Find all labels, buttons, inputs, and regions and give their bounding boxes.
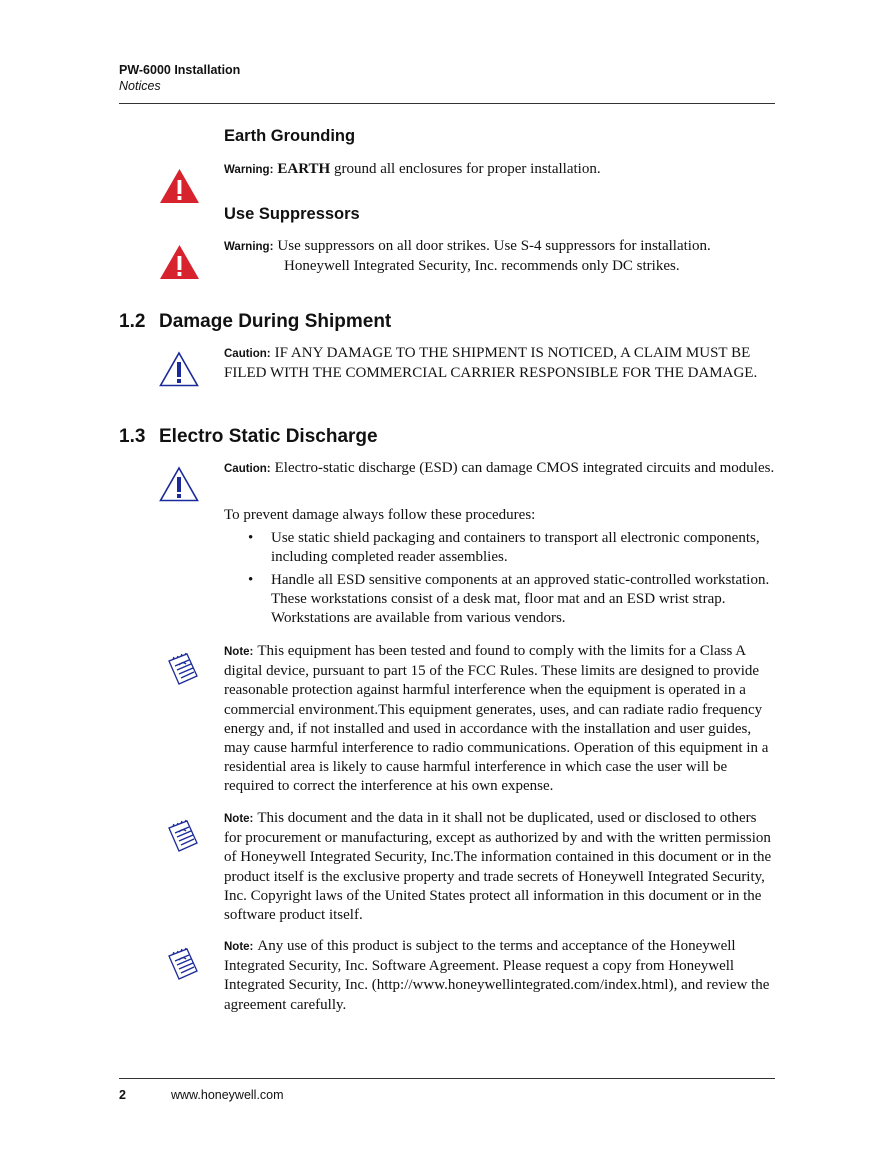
esd-caution bbox=[224, 459, 776, 479]
esd-caution-text: Electro-static discharge (ESD) can damage CMOS integrated circuits and modules. bbox=[274, 460, 775, 476]
earth-grounding-text: ground all enclosures for proper installation. bbox=[333, 161, 601, 177]
footer-url: www.honeywell.com bbox=[171, 1088, 284, 1102]
suppressors-line-1: Use suppressors on all door strikes. Use S-4 suppressors for installation. bbox=[277, 238, 711, 254]
section-number: 1.3 bbox=[119, 426, 146, 447]
list-item-text: Use static shield packaging and containers to transport all electronic components, including completed reader assemblies. bbox=[271, 530, 760, 566]
note-pad-icon bbox=[165, 818, 199, 854]
section-title: Electro Static Discharge bbox=[159, 426, 378, 447]
warning-triangle-icon bbox=[159, 168, 200, 204]
esd-intro: To prevent damage always follow these procedures: bbox=[224, 507, 536, 523]
use-suppressors-heading: Use Suppressors bbox=[224, 205, 360, 223]
running-header-title: PW-6000 Installation bbox=[119, 63, 241, 77]
list-item bbox=[248, 529, 776, 567]
note-text: This document and the data in it shall not be duplicated, used or disclosed to others for procurement or manufacturing, except as authorized by and with the written permission of Honeywell Integrated Security, Inc.The information contained in this document or in the product itself is the exclusive property and trade secrets of Honeywell Integrated Security, Inc. Copyright laws of the United States protect all information in this document or in the software product itself. bbox=[224, 810, 772, 924]
warning-triangle-icon bbox=[159, 244, 200, 280]
earth-emphasis: EARTH bbox=[277, 161, 331, 177]
section-1-3-heading bbox=[119, 426, 378, 448]
running-header-subtitle: Notices bbox=[119, 79, 161, 93]
note-label: Note: bbox=[224, 813, 254, 825]
software-agreement-note bbox=[224, 937, 776, 1015]
earth-grounding-heading: Earth Grounding bbox=[224, 127, 356, 145]
suppressors-warning bbox=[224, 237, 776, 276]
note-text: This equipment has been tested and found to comply with the limits for a Class A digital device, pursuant to part 15 of the FCC Rules. These limits are designed to provide reasonable protection against harmful interference when the equipment is operated in a commercial environment.This equipment generates, uses, and can radiate radio frequency energy and, if not installed and used in accordance with the installation and user guides, may cause harmful interference to radio communications. Operation of this equipment in a residential area is likely to cause harmful interference in which case the user will be required to correct the interference at his own expense. bbox=[224, 643, 769, 795]
section-1-2-heading bbox=[119, 311, 391, 333]
shipment-caution-text: IF ANY DAMAGE TO THE SHIPMENT IS NOTICED, A CLAIM MUST BE FILED WITH THE COMMERCIAL CARRIER RESPONSIBLE FOR THE DAMAGE. bbox=[224, 345, 758, 382]
page-number: 2 bbox=[119, 1088, 126, 1102]
footer-rule bbox=[119, 1078, 775, 1079]
warning-label: Warning: bbox=[224, 241, 274, 253]
caution-label: Caution: bbox=[224, 463, 271, 475]
caution-triangle-icon bbox=[159, 466, 199, 502]
caution-label: Caution: bbox=[224, 348, 271, 360]
note-pad-icon bbox=[165, 651, 199, 687]
suppressors-line-2: Honeywell Integrated Security, Inc. recommends only DC strikes. bbox=[284, 258, 680, 275]
caution-triangle-icon bbox=[159, 351, 199, 387]
shipment-caution bbox=[224, 344, 776, 383]
note-text: Any use of this product is subject to the terms and acceptance of the Honeywell Integrated Security, Inc. Software Agreement. Please request a copy from Honeywell Integrated Security, Inc. (http://www.honeywellintegrated.com/index.html), and review the agreement carefully. bbox=[224, 938, 770, 1013]
bullet-icon: • bbox=[248, 572, 254, 588]
bullet-icon: • bbox=[248, 530, 254, 546]
note-label: Note: bbox=[224, 941, 254, 953]
section-title: Damage During Shipment bbox=[159, 311, 392, 332]
earth-grounding-warning bbox=[224, 160, 776, 180]
note-pad-icon bbox=[165, 946, 199, 982]
list-item bbox=[248, 571, 776, 629]
warning-label: Warning: bbox=[224, 164, 274, 176]
section-number: 1.2 bbox=[119, 311, 146, 332]
fcc-note bbox=[224, 642, 776, 797]
list-item-text: Handle all ESD sensitive components at an approved static-controlled workstation. These workstations consist of a desk mat, floor mat and an ESD wrist strap. Workstations are available from various vendors. bbox=[271, 572, 770, 627]
copyright-note bbox=[224, 809, 776, 925]
note-label: Note: bbox=[224, 646, 254, 658]
header-rule bbox=[119, 103, 775, 104]
